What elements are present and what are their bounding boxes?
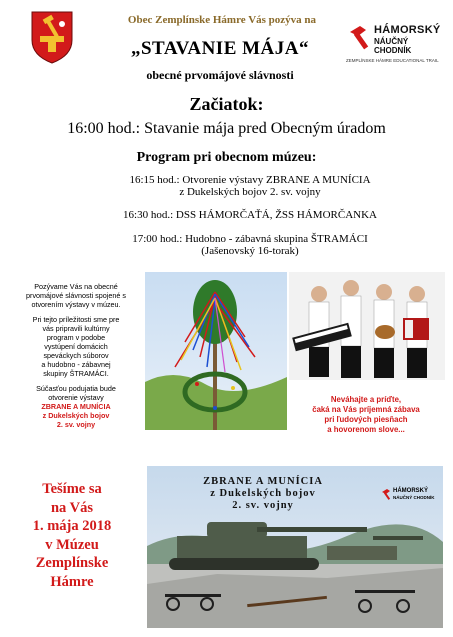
band-photo bbox=[289, 272, 445, 380]
text-line: vystúpení domácich bbox=[44, 342, 108, 351]
text-line-red: 2. sv. vojny bbox=[56, 420, 96, 429]
program-item bbox=[60, 174, 440, 198]
program-item bbox=[60, 233, 440, 257]
text-line: Pri tejto príležitosti sme pre bbox=[32, 315, 120, 324]
exhibition-banner bbox=[147, 466, 443, 628]
text-line: Súčasťou podujatia bude bbox=[36, 384, 116, 393]
start-line: 16:00 hod.: Stavanie mája pred Obecným úradom bbox=[67, 120, 386, 137]
program-item-line: (Jašenovský 16-torak) bbox=[201, 245, 299, 257]
text-line: prvomájové slávnosti spojené s bbox=[26, 291, 126, 300]
text-line: Tešíme sa bbox=[42, 481, 102, 497]
text-line: čaká na Vás príjemná zábava bbox=[312, 405, 420, 414]
text-line: vás pripravili kultúrny bbox=[42, 324, 110, 333]
program-item-line: 16:15 hod.: Otvorenie výstavy ZBRANE A MUNÍCIA bbox=[129, 174, 371, 186]
logo-subtitle: NÁUČNÝ CHODNÍK bbox=[374, 37, 412, 55]
text-line: pri ľudových piesňach bbox=[324, 415, 408, 424]
event-title: „STAVANIE MÁJA“ bbox=[130, 38, 309, 59]
coat-of-arms-icon bbox=[30, 10, 74, 64]
text-line: a hovorenom slove... bbox=[327, 425, 405, 434]
program-item-line: 17:00 hod.: Hudobno - zábavná skupina ŠTRAMÁCI bbox=[132, 233, 368, 245]
text-line: otvorenie výstavy bbox=[48, 393, 104, 402]
program-item bbox=[60, 209, 440, 221]
text-line: 1. mája 2018 bbox=[32, 518, 112, 534]
hammer-logo-icon bbox=[381, 488, 393, 500]
text-line: na Vás bbox=[50, 499, 94, 516]
text-line: Hámre bbox=[50, 573, 94, 590]
logo-title: HÁMORSKÝ bbox=[393, 488, 429, 494]
exhibition-title bbox=[147, 476, 379, 512]
left-description bbox=[20, 282, 132, 435]
text-line: otvorením výstavy v múzeu. bbox=[31, 300, 121, 309]
logo-subtitle: NÁUČNÝ CHODNÍK bbox=[393, 495, 435, 500]
maypole-photo bbox=[145, 272, 287, 430]
text-line: Zemplínske bbox=[35, 555, 109, 571]
hamorsky-chodnik-logo bbox=[346, 18, 446, 72]
header-invite-line: Obec Zemplínske Hámre Vás pozýva na bbox=[127, 14, 317, 26]
start-label: Začiatok: bbox=[189, 94, 264, 114]
text-line: v Múzeu bbox=[45, 536, 99, 553]
text-line-red: z Dukelských bojov bbox=[42, 411, 110, 420]
text-line-red: ZBRANE A MUNÍCIA bbox=[41, 402, 111, 411]
invite-red-text bbox=[292, 395, 440, 435]
text-line: z Dukelských bojov bbox=[210, 488, 316, 499]
program-item-line: z Dukelských bojov 2. sv. vojny bbox=[179, 186, 321, 198]
event-subtitle: obecné prvomájové slávnosti bbox=[146, 68, 294, 82]
text-line: 2. sv. vojny bbox=[232, 500, 294, 511]
program-item-line: 16:30 hod.: DSS HÁMORČAŤÁ, ŽSS HÁMORČANKA bbox=[123, 209, 377, 221]
text-line: program v podobe bbox=[46, 333, 106, 342]
exhibition-logo bbox=[381, 488, 437, 508]
text-line: skupiny ŠTRAMÁCI. bbox=[43, 369, 109, 378]
text-line: ZBRANE A MUNÍCIA bbox=[203, 476, 323, 487]
logo-tagline: ZEMPLÍNSKE HÁMRE EDUCATIONAL TRAIL bbox=[346, 58, 439, 63]
hammer-logo-icon bbox=[346, 22, 376, 52]
text-line: Neváhajte a príďte, bbox=[330, 395, 402, 404]
text-line: speváckych súborov bbox=[43, 351, 109, 360]
text-line: a hudobno - zábavnej bbox=[41, 360, 111, 369]
program-title: Program pri obecnom múzeu: bbox=[136, 150, 317, 165]
looking-forward-text bbox=[16, 480, 128, 591]
text-line: Pozývame Vás na obecné bbox=[34, 282, 118, 291]
logo-title: HÁMORSKÝ bbox=[374, 24, 441, 36]
